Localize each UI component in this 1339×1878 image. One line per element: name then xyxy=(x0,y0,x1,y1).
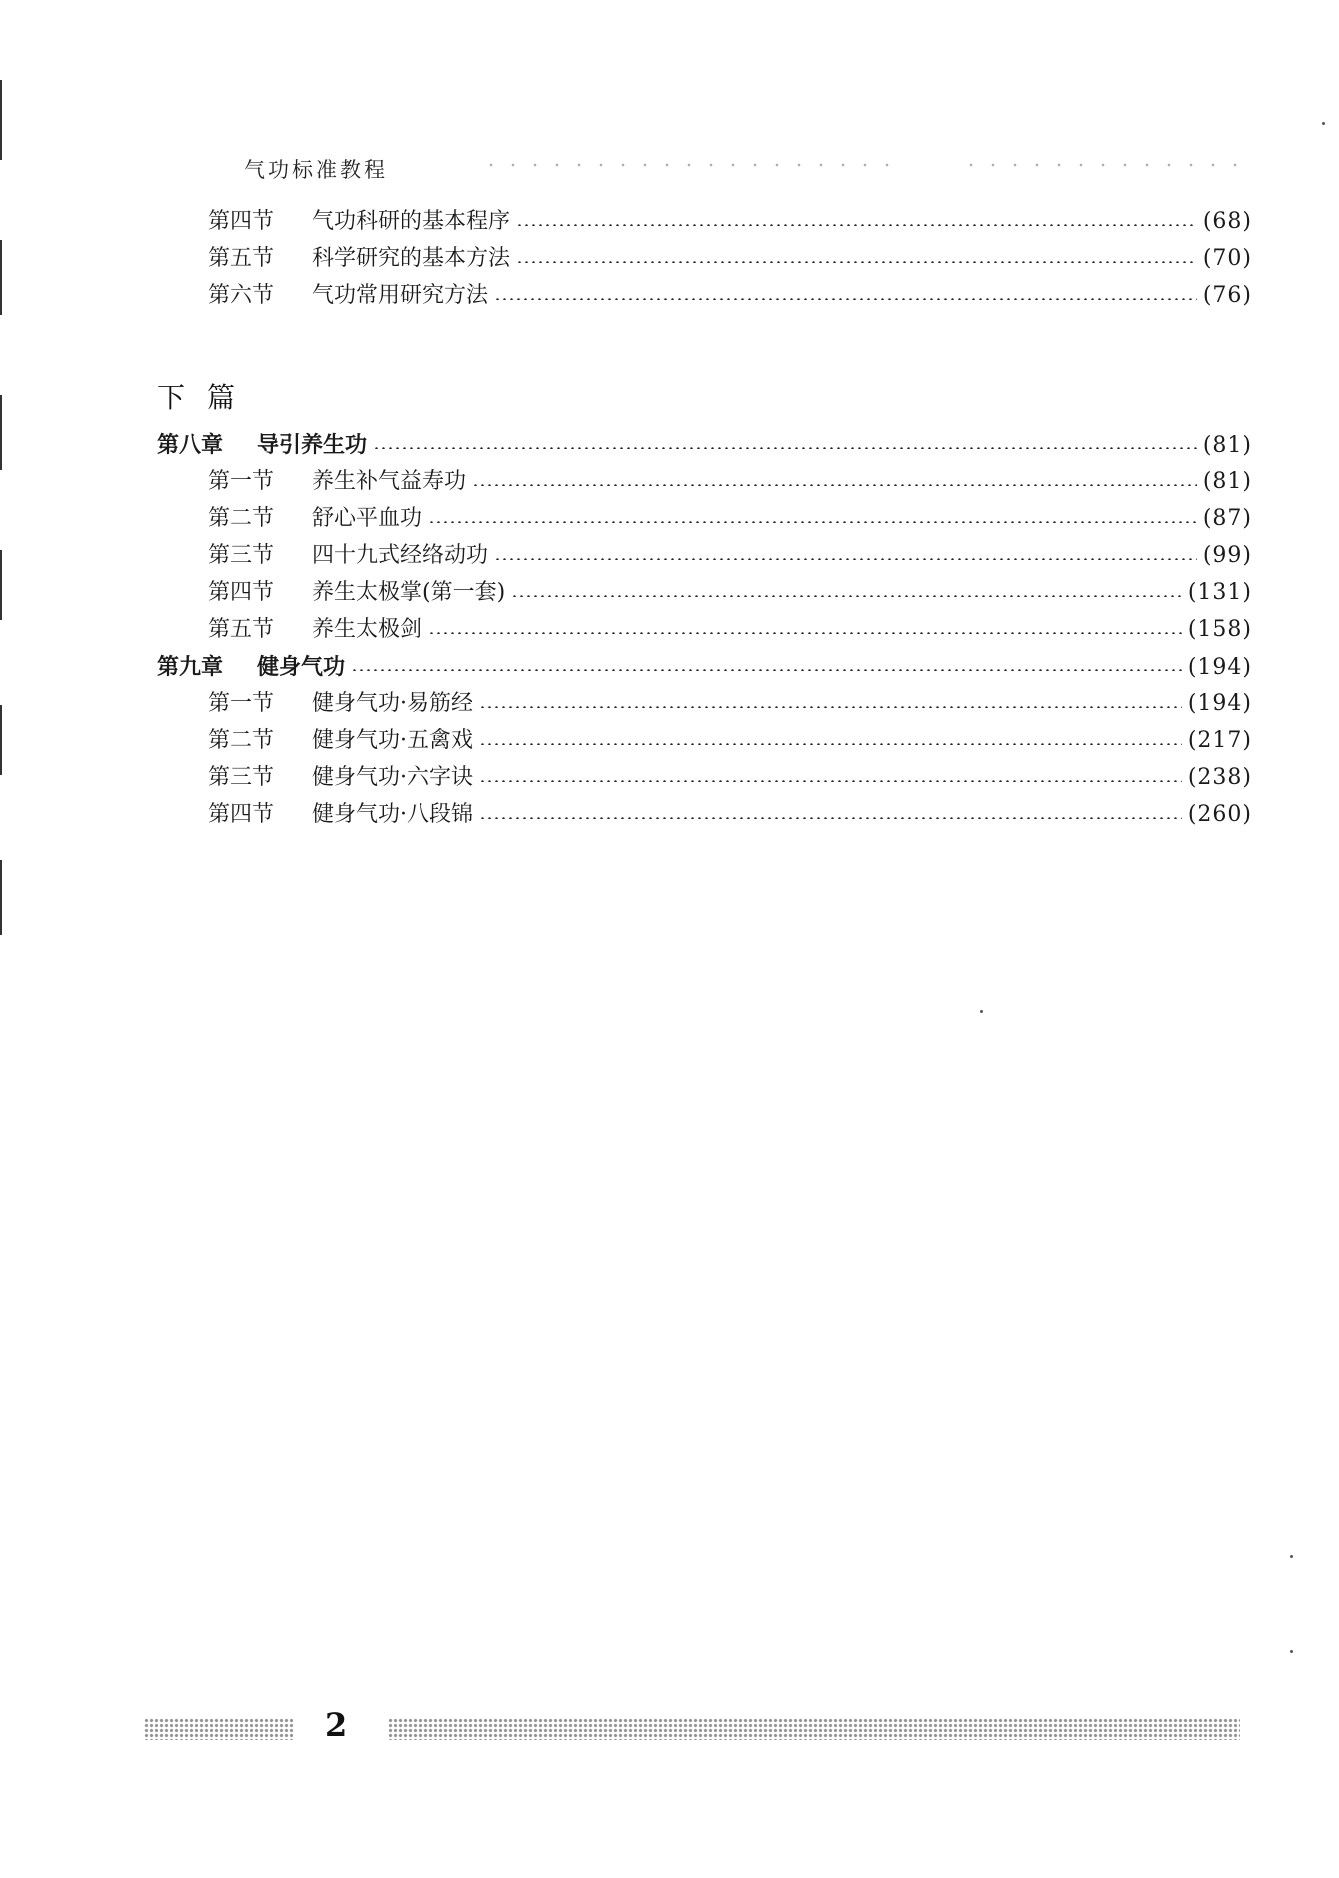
dot-leader xyxy=(511,595,1182,597)
section-number: 第四节 xyxy=(208,209,275,234)
scan-edge-mark xyxy=(0,550,2,620)
scan-edge-mark xyxy=(0,705,2,775)
page-reference: (70) xyxy=(1202,246,1252,271)
scan-speck xyxy=(1290,1555,1293,1558)
section-number: 第四节 xyxy=(208,580,275,605)
scan-speck xyxy=(1290,1650,1293,1653)
section-number: 第一节 xyxy=(208,691,275,716)
page-reference: (81) xyxy=(1202,469,1252,494)
footer-scan-noise xyxy=(388,1718,1240,1740)
page-number: 2 xyxy=(325,1706,348,1744)
page-reference: (76) xyxy=(1202,283,1252,308)
toc-entry[interactable] xyxy=(208,615,1252,645)
dot-leader xyxy=(479,817,1182,819)
toc-entry[interactable] xyxy=(208,541,1252,571)
section-title: 健身气功·五禽戏 xyxy=(312,728,473,753)
toc-entry[interactable] xyxy=(208,763,1252,793)
header-scan-noise xyxy=(960,162,1250,168)
section-title: 科学研究的基本方法 xyxy=(312,246,511,271)
dot-leader xyxy=(428,632,1182,634)
section-number: 第三节 xyxy=(208,543,275,568)
footer-scan-noise xyxy=(144,1718,294,1740)
toc-chapter-entry[interactable] xyxy=(157,652,1252,682)
chapter-title: 导引养生功 xyxy=(257,432,368,458)
toc-chapter-entry[interactable] xyxy=(157,430,1252,460)
header-scan-noise xyxy=(480,162,900,168)
scan-edge-mark xyxy=(0,240,2,315)
toc-entry[interactable] xyxy=(208,689,1252,719)
toc-entry[interactable] xyxy=(208,281,1252,311)
dot-leader xyxy=(472,484,1197,486)
page-reference: (238) xyxy=(1187,765,1252,790)
page-reference: (99) xyxy=(1202,543,1252,568)
section-number: 第六节 xyxy=(208,283,275,308)
chapter-number: 第八章 xyxy=(157,432,224,458)
page-reference: (260) xyxy=(1187,802,1252,827)
scan-edge-mark xyxy=(0,860,2,935)
toc-entry[interactable] xyxy=(208,207,1252,237)
chapter-title: 健身气功 xyxy=(257,654,346,680)
dot-leader xyxy=(516,224,1197,226)
dot-leader xyxy=(351,669,1182,671)
toc-entry[interactable] xyxy=(208,726,1252,756)
page-reference: (81) xyxy=(1202,433,1252,458)
toc-entry[interactable] xyxy=(208,467,1252,497)
section-number: 第一节 xyxy=(208,469,275,494)
section-title: 健身气功·易筋经 xyxy=(312,691,473,716)
dot-leader xyxy=(373,447,1197,449)
section-number: 第三节 xyxy=(208,765,275,790)
section-title: 四十九式经络动功 xyxy=(312,543,489,568)
toc-entry[interactable] xyxy=(208,800,1252,830)
chapter-number: 第九章 xyxy=(157,654,224,680)
section-title: 健身气功·六字诀 xyxy=(312,765,473,790)
page-reference: (87) xyxy=(1202,506,1252,531)
section-number: 第五节 xyxy=(208,246,275,271)
part-heading: 下篇 xyxy=(157,381,258,414)
page-reference: (131) xyxy=(1187,580,1252,605)
section-number: 第四节 xyxy=(208,802,275,827)
section-number: 第五节 xyxy=(208,617,275,642)
page-reference: (68) xyxy=(1202,209,1252,234)
scan-speck xyxy=(1322,122,1325,125)
section-title: 养生太极掌(第一套) xyxy=(312,580,506,605)
scan-edge-mark xyxy=(0,395,2,470)
scan-speck xyxy=(980,1010,983,1013)
page-reference: (217) xyxy=(1187,728,1252,753)
dot-leader xyxy=(494,558,1197,560)
section-number: 第二节 xyxy=(208,728,275,753)
dot-leader xyxy=(428,521,1197,523)
section-title: 养生补气益寿功 xyxy=(312,469,467,494)
page-reference: (158) xyxy=(1187,617,1252,642)
section-title: 气功常用研究方法 xyxy=(312,283,489,308)
dot-leader xyxy=(479,780,1182,782)
running-header: 气功标准教程 xyxy=(244,158,388,182)
section-title: 舒心平血功 xyxy=(312,506,423,531)
section-number: 第二节 xyxy=(208,506,275,531)
section-title: 健身气功·八段锦 xyxy=(312,802,473,827)
toc-entry[interactable] xyxy=(208,578,1252,608)
section-title: 养生太极剑 xyxy=(312,617,423,642)
section-title: 气功科研的基本程序 xyxy=(312,209,511,234)
toc-entry[interactable] xyxy=(208,244,1252,274)
dot-leader xyxy=(494,298,1197,300)
dot-leader xyxy=(479,706,1182,708)
page-reference: (194) xyxy=(1187,655,1252,680)
toc-entry[interactable] xyxy=(208,504,1252,534)
dot-leader xyxy=(516,261,1197,263)
page-reference: (194) xyxy=(1187,691,1252,716)
dot-leader xyxy=(479,743,1182,745)
scan-edge-mark xyxy=(0,80,2,160)
